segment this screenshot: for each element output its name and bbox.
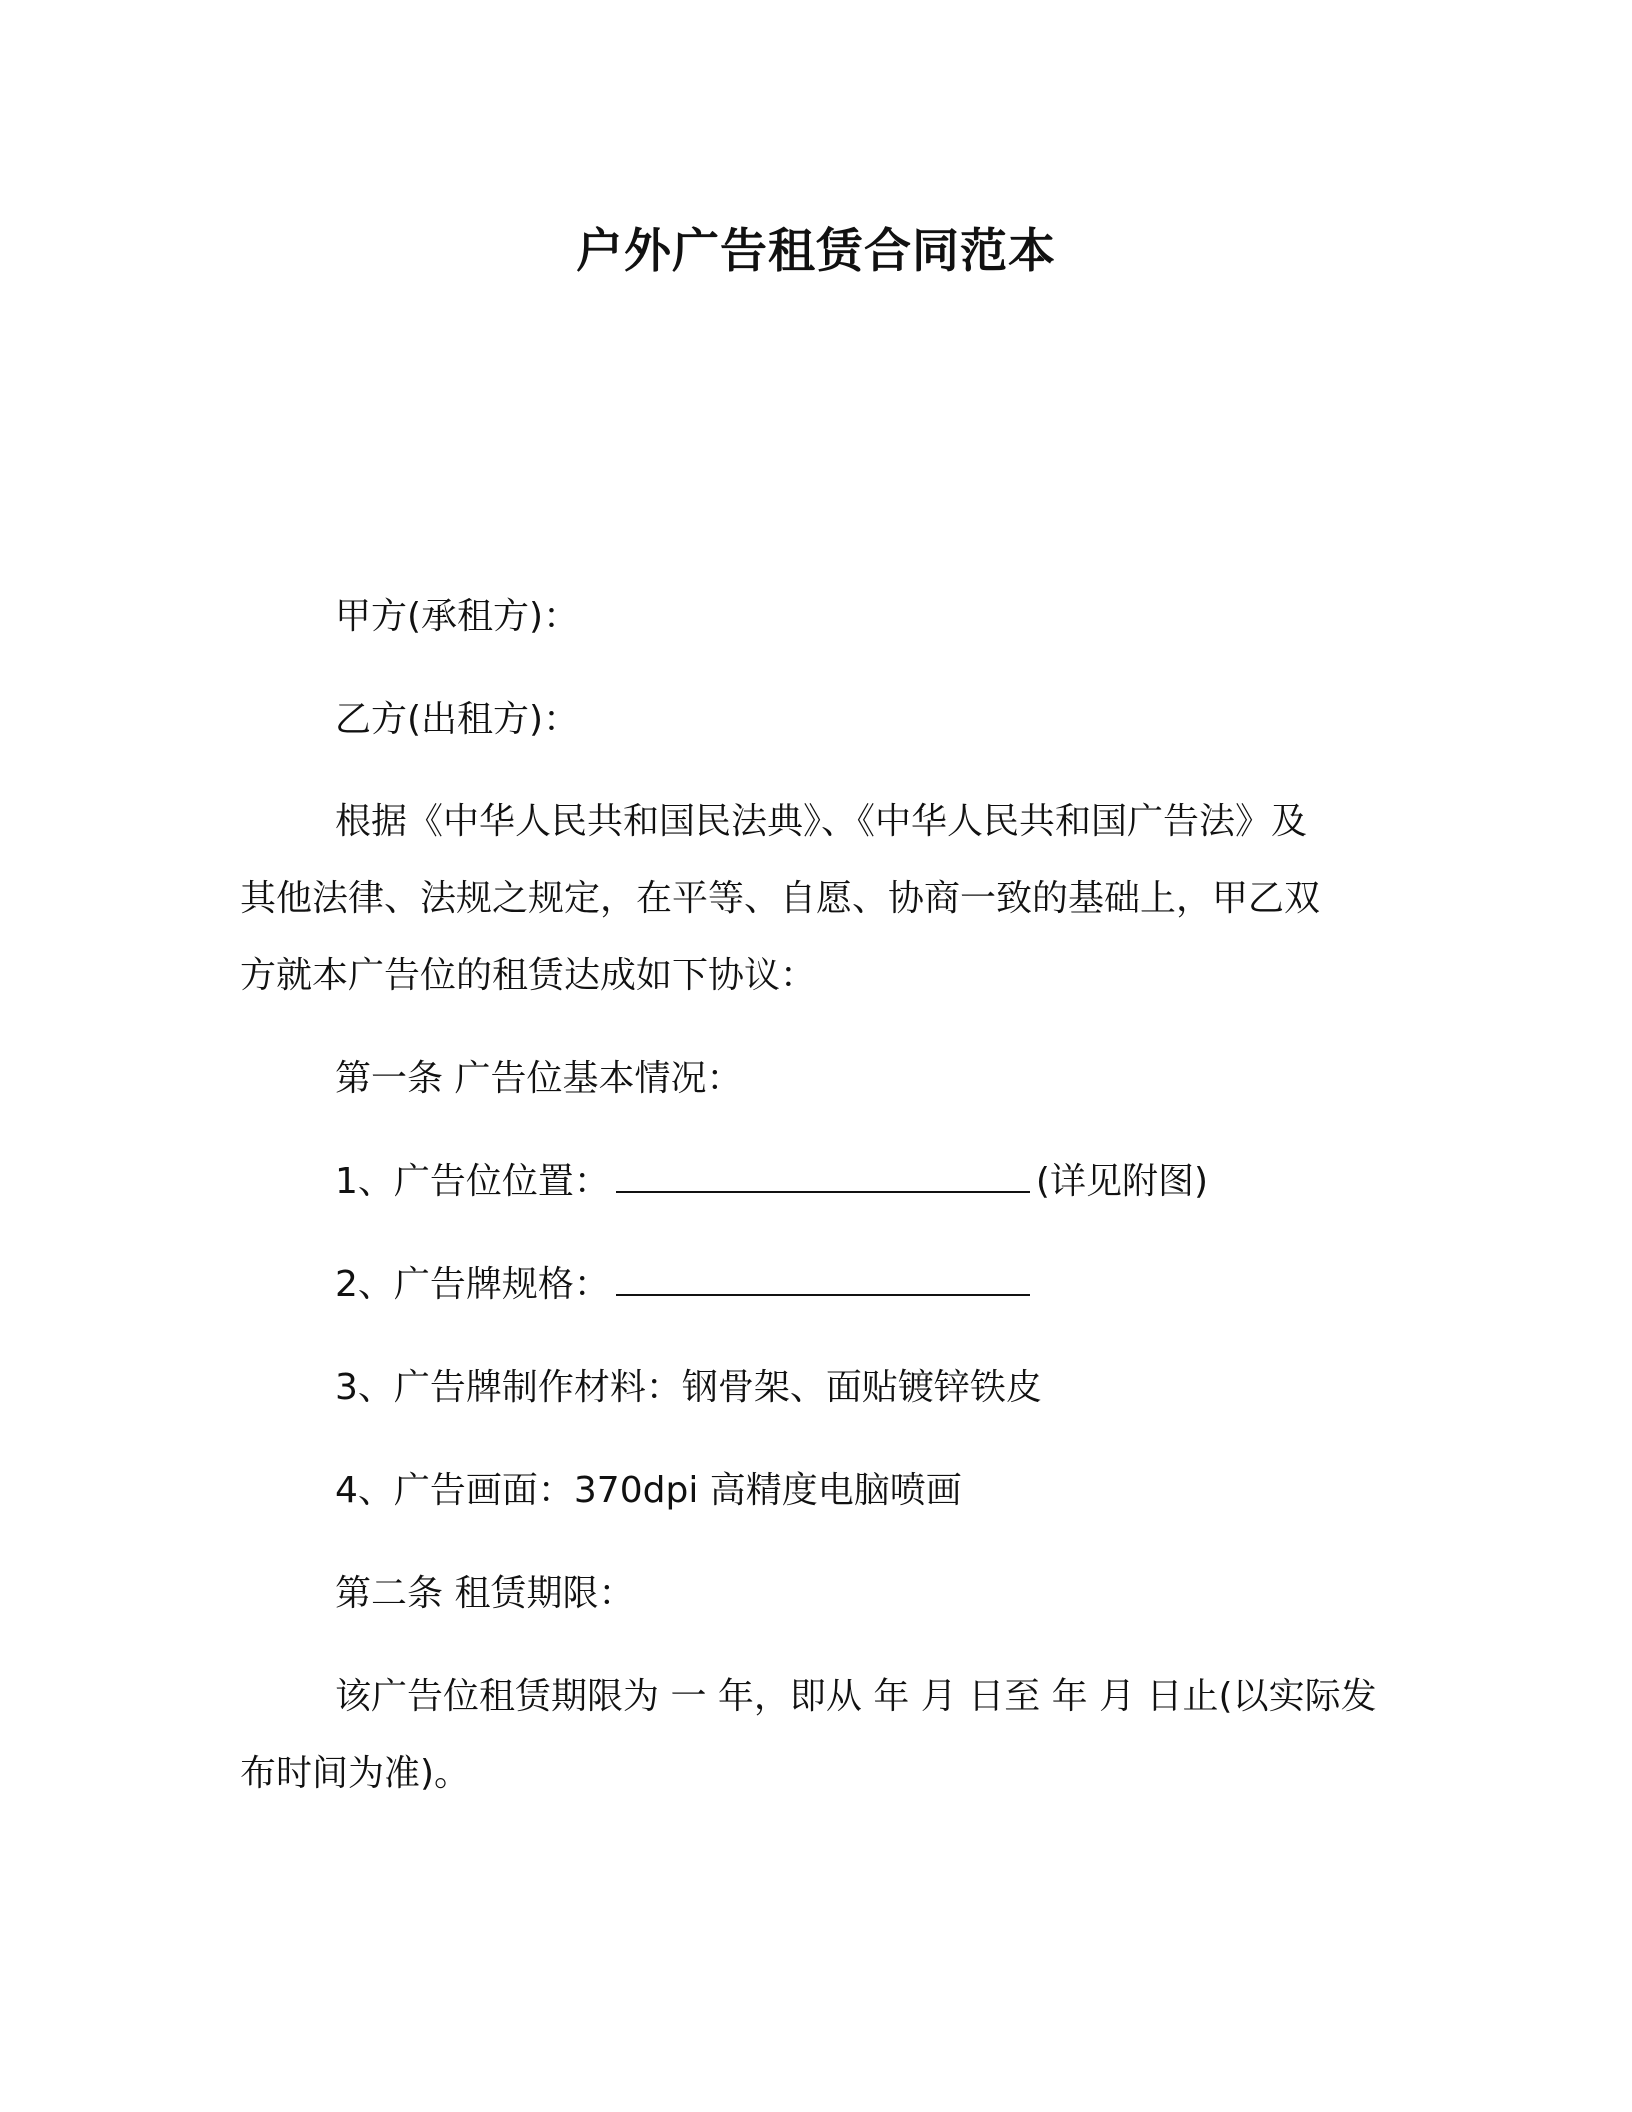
preamble-line-1: 根据《中华人民共和国民法典》、《中华人民共和国广告法》及: [335, 801, 1308, 842]
article-1-item-1: [240, 1143, 1415, 1220]
item-1-suffix: (详见附图): [1035, 1161, 1208, 1202]
article-2-line-2: 布时间为准)。: [240, 1753, 471, 1794]
party-a-line: 甲方(承租方)：: [335, 596, 580, 637]
article-1-heading: 第一条 广告位基本情况：: [335, 1058, 743, 1099]
article-1-item-4: 4、广告画面：370dpi 高精度电脑喷画: [335, 1470, 962, 1511]
location-blank-line: [616, 1163, 1030, 1193]
article-1-item-3: 3、广告牌制作材料：钢骨架、面贴镀锌铁皮: [335, 1367, 1042, 1408]
preamble-line-3: 方就本广告位的租赁达成如下协议：: [240, 955, 817, 996]
article-1-item-2: [240, 1246, 1415, 1323]
party-b-line: 乙方(出租方)：: [335, 699, 580, 740]
item-2-label: 2、广告牌规格：: [335, 1264, 610, 1305]
item-1-label: 1、广告位位置：: [335, 1161, 610, 1202]
article-2-heading: 第二条 租赁期限：: [335, 1573, 635, 1614]
spec-blank-line: [616, 1266, 1030, 1296]
document-title: 户外广告租赁合同范本: [576, 224, 1056, 279]
preamble-line-2: 其他法律、法规之规定，在平等、自愿、协商一致的基础上，甲乙双: [240, 878, 1321, 919]
article-2-line-1: 该广告位租赁期限为 一 年，即从 年 月 日至 年 月 日止(以实际发: [335, 1676, 1377, 1717]
